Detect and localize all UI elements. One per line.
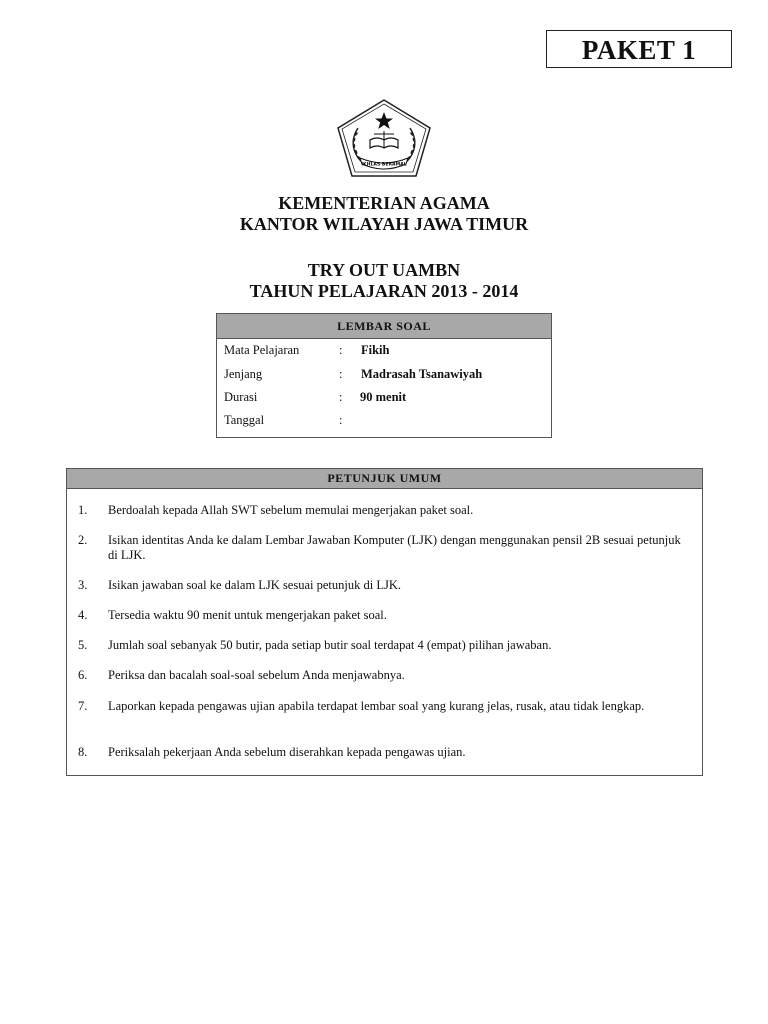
academic-year: TAHUN PELAJARAN 2013 - 2014 [249,281,519,301]
item-text: Periksalah pekerjaan Anda sebelum diserahkan kepada pengawas ujian. [108,745,466,759]
lembar-soal-title: LEMBAR SOAL [217,314,551,339]
ministry-title: KEMENTERIAN AGAMA [278,193,490,213]
logo-motto: IKHLAS BERAMAL [361,162,407,168]
info-value: 90 menit [360,390,407,404]
item-text: Isikan identitas Anda ke dalam Lembar Jawaban Komputer (LJK) dengan menggunakan pensil 2B sesuai petunjuk di LJK. [108,533,681,562]
item-number: 8. [78,745,88,759]
info-value: Madrasah Tsanawiyah [361,367,483,381]
info-row-durasi [217,390,551,408]
petunjuk-umum-title: PETUNJUK UMUM [67,469,702,489]
lembar-soal-box [216,313,552,438]
info-colon: : [339,413,343,427]
item-text: Berdoalah kepada Allah SWT sebelum memulai mengerjakan paket soal. [108,503,474,517]
info-colon: : [339,390,343,404]
item-number: 3. [78,578,88,592]
info-label: Jenjang [224,367,263,381]
info-colon: : [339,343,343,357]
info-label: Durasi [224,390,258,404]
item-number: 7. [78,699,88,713]
petunjuk-umum-box [66,468,703,776]
item-number: 4. [78,608,88,622]
info-label: Mata Pelajaran [224,343,300,357]
exam-title: TRY OUT UAMBN [307,260,461,280]
item-text: Tersedia waktu 90 menit untuk mengerjakan paket soal. [108,608,387,622]
kementerian-agama-emblem-icon [336,98,432,178]
paket-label: PAKET 1 [546,30,732,68]
info-row-mata-pelajaran [217,343,551,361]
item-number: 5. [78,638,88,652]
info-value: Fikih [361,343,390,357]
item-text: Isikan jawaban soal ke dalam LJK sesuai petunjuk di LJK. [108,578,401,592]
item-number: 1. [78,503,88,517]
item-number: 2. [78,533,88,547]
info-colon: : [339,367,343,381]
office-title: KANTOR WILAYAH JAWA TIMUR [239,214,529,234]
info-row-tanggal [217,413,551,431]
item-text: Laporkan kepada pengawas ujian apabila terdapat lembar soal yang kurang jelas, rusak, atau tidak lengkap. [108,699,645,713]
item-number: 6. [78,668,88,682]
info-row-jenjang [217,367,551,385]
info-label: Tanggal [224,413,265,427]
item-text: Periksa dan bacalah soal-soal sebelum Anda menjawabnya. [108,668,405,682]
item-text: Jumlah soal sebanyak 50 butir, pada setiap butir soal terdapat 4 (empat) pilihan jawaban. [108,638,552,652]
